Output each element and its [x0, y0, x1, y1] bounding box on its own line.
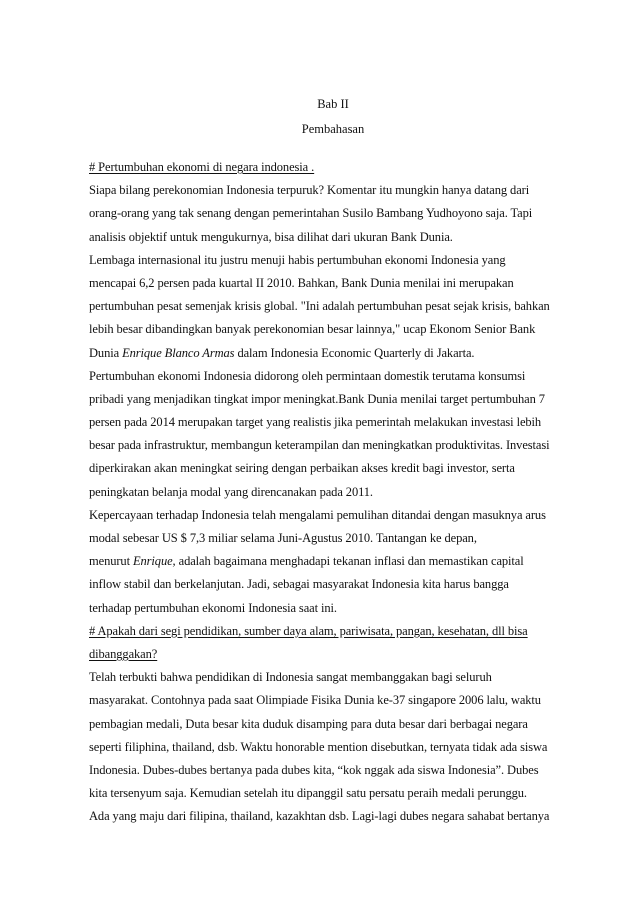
text-line: Pertumbuhan ekonomi Indonesia didorong oleh permintaan domestik terutama konsumsi — [89, 368, 526, 383]
text-line: Ada yang maju dari filipina, thailand, kazakhtan dsb. Lagi-lagi dubes negara sahabat bertanya — [89, 809, 550, 824]
text-line: Kepercayaan terhadap Indonesia telah mengalami pemulihan ditandai dengan masuknya arus — [89, 507, 546, 522]
text-line: mencapai 6,2 persen pada kuartal II 2010. Bahkan, Bank Dunia menilai ini merupakan — [89, 275, 514, 290]
text-line: pribadi yang menjadikan tingkat impor meningkat.Bank Dunia menilai target pertumbuhan 7 — [89, 391, 545, 406]
text-line: Telah terbukti bahwa pendidikan di Indonesia sangat membanggakan bagi seluruh — [89, 670, 492, 685]
text-line: menurut Enrique, adalah bagaimana menghadapi tekanan inflasi dan memastikan capital — [89, 554, 524, 569]
text-line: besar pada infrastruktur, membangun keterampilan dan meningkatkan produktivitas. Investasi — [89, 438, 550, 453]
text-line: inflow stabil dan berkelanjutan. Jadi, sebagai masyarakat Indonesia kita harus bangga — [89, 577, 509, 592]
text-line: Siapa bilang perekonomian Indonesia terpuruk? Komentar itu mungkin hanya datang dari — [89, 183, 530, 198]
text-line: lebih besar dibandingkan banyak perekonomian besar lainnya," ucap Ekonom Senior Bank — [89, 322, 536, 337]
chapter-subtitle: Pembahasan — [301, 122, 365, 136]
text-line: Indonesia. Dubes-dubes bertanya pada dubes kita, “kok nggak ada siswa Indonesia”. Dubes — [89, 762, 539, 777]
section-heading-growth: # Pertumbuhan ekonomi di negara indonesia . — [89, 160, 315, 174]
chapter-title: Bab II — [317, 97, 349, 111]
text-line: terhadap pertumbuhan ekonomi Indonesia saat ini. — [89, 600, 337, 615]
text-line: peningkatan belanja modal yang direncanakan pada 2011. — [89, 484, 373, 499]
text-line: masyarakat. Contohnya pada saat Olimpiade Fisika Dunia ke-37 singapore 2006 lalu, waktu — [89, 693, 541, 708]
text-line: modal sebesar US $ 7,3 miliar selama Juni-Agustus 2010. Tantangan ke depan, — [89, 531, 477, 545]
text-line: kita tersenyum saja. Kemudian setelah itu dipanggil satu persatu peraih medali perunggu. — [89, 786, 527, 801]
italic-name: Enrique Blanco Armas — [122, 345, 235, 360]
text-line: pertumbuhan pesat semenjak krisis global. "Ini adalah pertumbuhan pesat sejak krisis, bahkan — [89, 299, 550, 314]
text-line: Lembaga internasional itu justru menuji habis pertumbuhan ekonomi Indonesia yang — [89, 252, 506, 267]
text-line: Dunia Enrique Blanco Armas dalam Indonesia Economic Quarterly di Jakarta. — [89, 345, 475, 360]
section-heading-question: # Apakah dari segi pendidikan, sumber daya alam, pariwisata, pangan, kesehatan, dll bisa — [89, 623, 528, 638]
text-line: persen pada 2014 merupakan target yang realistis jika pemerintah melakukan investasi lebih — [89, 415, 542, 430]
text-line: seperti filiphina, thailand, dsb. Waktu honorable mention disebutkan, ternyata tidak ada siswa — [89, 739, 548, 754]
text-line: orang-orang yang tak senang dengan pemerintahan Susilo Bambang Yudhoyono saja. Tapi — [89, 206, 533, 221]
section-heading-question-cont: dibanggakan? — [89, 646, 158, 661]
body-text — [89, 156, 564, 828]
italic-name: Enrique, — [132, 554, 176, 569]
text-line: diperkirakan akan meningkat seiring dengan perbaikan akses kredit bagi investor, serta — [89, 461, 515, 476]
text-line: analisis objektif untuk mengukurnya, bisa dilihat dari ukuran Bank Dunia. — [89, 229, 453, 244]
text-line: pembagian medali, Duta besar kita duduk disamping para duta besar dari berbagai negara — [89, 716, 528, 731]
